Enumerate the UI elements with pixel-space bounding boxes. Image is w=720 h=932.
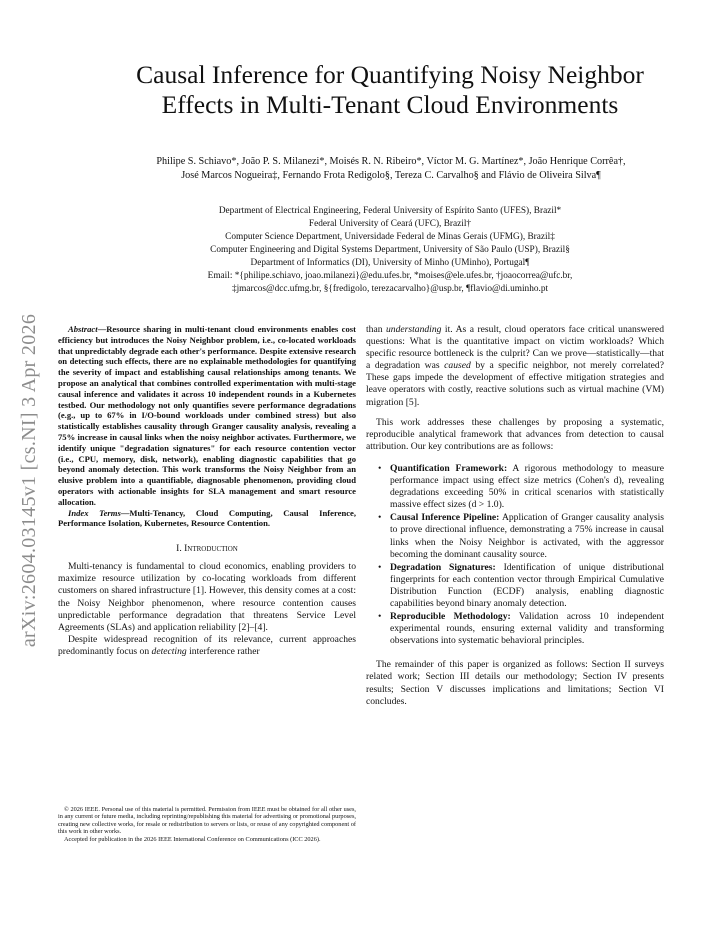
authors-line-2: José Marcos Nogueira‡, Fernando Frota Redigolo§, Tereza C. Carvalho§ and Flávio de Oliveira Silva¶ [181, 170, 601, 181]
affiliation-line: Computer Science Department, Universidade Federal de Minas Gerais (UFMG), Brazil‡ [225, 232, 555, 242]
copyright-footnote [58, 806, 356, 843]
right-paragraph-3: The remainder of this paper is organized as follows: Section II surveys related work; Section III details our methodology; Section IV presents results; Section V discusses implications and limitations; Section VI concludes. [366, 659, 664, 707]
authors [56, 155, 720, 183]
right-column [366, 324, 664, 708]
bullet-icon: • [378, 512, 382, 524]
section-heading: I. Introduction [176, 543, 238, 555]
bullet-icon: • [378, 561, 382, 573]
affiliation-line: Computer Engineering and Digital Systems Department, University of São Paulo (USP), Brazil§ [210, 245, 570, 255]
affiliation-line: Federal University of Ceará (UFC), Brazil† [308, 219, 472, 229]
bullet-icon: • [378, 462, 382, 474]
abstract-text: —Resource sharing in multi-tenant cloud environments enables cost efficiency but introduces the Noisy Neighbor problem, i.e., co-located workloads that unpredictably degrade each other's performance. Despite extensive research on detecting such effects, there are no explainable methodologies for quantifying the severity of impact and establishing causal relationships among tenants. We propose an analytical that combines controlled experimentation with multi-stage causal inference and validates it across 10 independent rounds in a Kubernetes testbed. Our methodology not only quantifies severe performance degradations (e.g., up to 67% in I/O-bound workloads under combined stress) but also statistically establishes causality through Granger causality analysis, revealing a 75% increase in causal links when the noisy neighbor activates. Furthermore, we identify unique "degradation signatures" for each resource contention vector (i.e., CPU, memory, disk, network), enabling diagnostic capabilities that go beyond anomaly detection. This work transforms the Noisy Neighbor from an elusive problem into a quantifiable, diagnosable phenomenon, providing cloud operators with actionable insights for SLA management and smart resource allocation. [58, 324, 356, 507]
affiliation-line: Department of Informatics (DI), University of Minho (UMinho), Portugal¶ [250, 258, 530, 268]
acceptance-notice: Accepted for publication in the 2026 IEEE International Conference on Communications (ICC 2026). [64, 835, 321, 843]
right-paragraph-1: than understanding it. As a result, cloud operators face critical unanswered questions: What is the quantitative impact on victim workloads? Which specific resource bottleneck is the culprit? Can we prove—statistically—that a degradation was caused by a specific neighbor, not merely correlated? These gaps impede the development of effective mitigation strategies and leave operators with costly, reactive solutions such as virtual machine (VM) migration [5]. [366, 324, 664, 408]
copyright-notice: © 2026 IEEE. Personal use of this material is permitted. Permission from IEEE must be obtained for all other uses, in any current or future media, including reprinting/republishing this material for advertising or promotional purposes, creating new collective works, for resale or redistribution to servers or lists, or reuse of any copyrighted component of this work in other works. [58, 806, 356, 836]
title-line-1: Causal Inference for Quantifying Noisy Neighbor [136, 60, 644, 89]
contributions-list [366, 463, 664, 647]
affiliation-line: Department of Electrical Engineering, Federal University of Espírito Santo (UFES), Brazil* [218, 206, 562, 216]
index-terms-lead: Index Terms [68, 507, 121, 518]
left-column [58, 324, 356, 658]
list-item: • Causal Inference Pipeline: Application of Granger causality analysis to prove directional influence, demonstrating a 75% increase in causal links when the Noisy Neighbor is activated, with the aggressor becoming the dominant causality source. [378, 512, 664, 560]
email-line: Email: *{philipe.schiavo, joao.milanezi}@edu.ufes.br, *moises@ele.ufes.br, †joaocorrea@ufc.br, [207, 271, 573, 281]
abstract [58, 324, 356, 508]
email-line: ‡jmarcos@dcc.ufmg.br, §{fredigolo, terezacarvalho}@usp.br, ¶flavio@di.uminho.pt [231, 284, 549, 294]
list-item: • Degradation Signatures: Identification of unique distributional fingerprints for each contention vector through Empirical Cumulative Distribution Function (ECDF) analysis, enabling diagnostic capabilities beyond binary anomaly detection. [378, 561, 664, 609]
index-terms [58, 508, 356, 530]
paper-title [60, 60, 720, 120]
title-line-2: Effects in Multi-Tenant Cloud Environments [161, 90, 619, 119]
intro-paragraph-1: Multi-tenancy is fundamental to cloud economics, enabling providers to maximize resource utilization by co-locating workloads from different customers on shared infrastructure [1]. However, this density comes at a cost: the Noisy Neighbor phenomenon, where resource contention causes unpredictable performance degradation that threatens Service Level Agreements (SLAs) and application reliability [2]–[4]. [58, 561, 356, 633]
bullet-icon: • [378, 611, 382, 623]
arxiv-stamp: arXiv:2604.03145v1 [cs.NI] 3 Apr 2026 [18, 313, 41, 647]
list-item: • Reproducible Methodology: Validation across 10 independent experimental rounds, ensuring external validity and transforming observations into systematic behavioral principles. [378, 611, 664, 647]
abstract-lead: Abstract [68, 324, 98, 334]
index-terms-text: —Multi-Tenancy, Cloud Computing, Causal Inference, Performance Isolation, Kubernetes, Resource Contention. [58, 507, 356, 529]
authors-line-1: Philipe S. Schiavo*, João P. S. Milanezi*, Moisés R. N. Ribeiro*, Víctor M. G. Martínez*, João Henrique Corrêa†, [156, 156, 626, 167]
intro-paragraph-2: Despite widespread recognition of its relevance, current approaches predominantly focus on detecting interference rather [58, 633, 356, 657]
affiliations [60, 205, 720, 296]
list-item: • Quantification Framework: A rigorous methodology to measure performance impact using effect size metrics (Cohen's d), revealing degradations exceeding 50% in critical scenarios with statistically massive effect sizes (d > 1.0). [378, 462, 664, 511]
right-paragraph-2: This work addresses these challenges by proposing a systematic, reproducible analytical framework that advances from detection to causal attribution. Our key contributions are as follows: [366, 416, 664, 452]
